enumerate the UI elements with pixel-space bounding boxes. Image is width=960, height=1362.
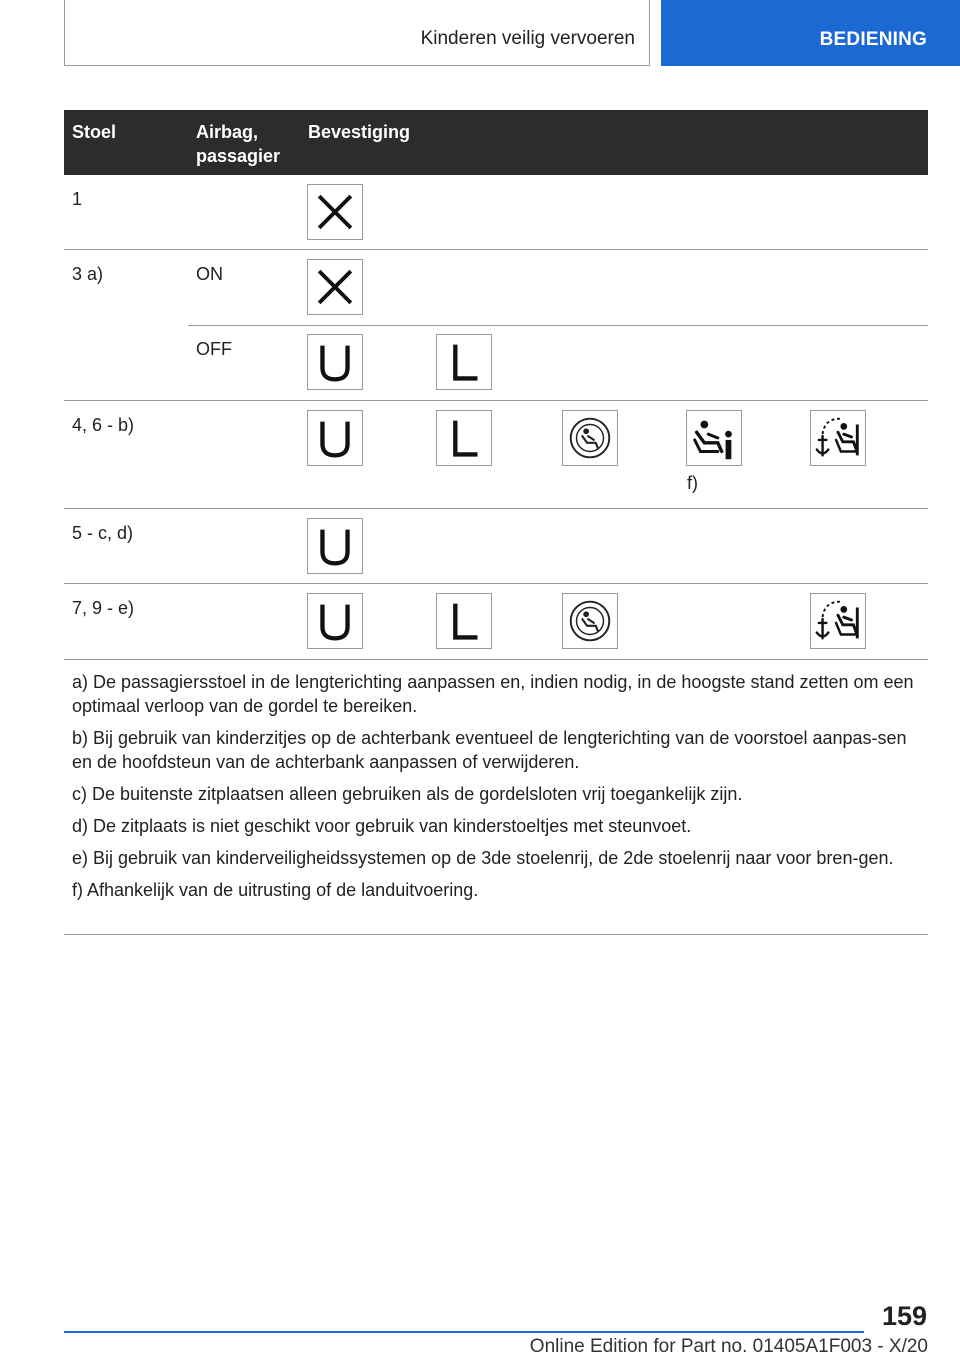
i-size-seat-icon — [562, 593, 618, 649]
column-header-seat: Stoel — [72, 122, 117, 142]
airbag-cell: OFF — [196, 339, 232, 359]
table-row — [64, 250, 928, 401]
footnote-c: c) De buitenste zitplaatsen alleen gebruiken als de gordelsloten vrij toegankelijk zijn. — [72, 784, 743, 804]
i-size-seat-icon — [562, 410, 618, 466]
universal-u-icon — [307, 593, 363, 649]
footer-divider — [64, 1331, 864, 1333]
column-header-airbag-line1: Airbag, — [196, 122, 259, 142]
seat-cell: 3 a) — [72, 264, 104, 284]
semi-universal-l-icon — [436, 334, 492, 390]
child-seat-table — [64, 110, 928, 660]
table-row — [64, 175, 928, 250]
universal-u-icon — [307, 334, 363, 390]
top-tether-seat-icon — [810, 593, 866, 649]
seat-cell: 4, 6 - b) — [72, 415, 135, 435]
isofix-child-seat-icon — [686, 410, 742, 466]
column-header-airbag — [196, 120, 280, 168]
footnote-e: e) Bij gebruik van kinderveiligheidssystemen op de 3de stoelenrij, de 2de stoelenrij naar voor bren-gen. — [72, 848, 894, 868]
airbag-cell: ON — [196, 264, 223, 284]
table-row — [64, 509, 928, 584]
top-tether-seat-icon — [810, 410, 866, 466]
page-number: 159 — [881, 1301, 927, 1331]
universal-u-icon — [307, 518, 363, 574]
table-header — [64, 110, 928, 175]
forbidden-x-icon — [307, 259, 363, 315]
universal-u-icon — [307, 410, 363, 466]
semi-universal-l-icon — [436, 410, 492, 466]
footnote-f: f) Afhankelijk van de uitrusting of de landuitvoering. — [72, 880, 479, 900]
table-row — [64, 401, 928, 509]
footnote-d: d) De zitplaats is niet geschikt voor gebruik van kinderstoeltjes met steunvoet. — [72, 816, 692, 836]
footnote-b: b) Bij gebruik van kinderzitjes op de achterbank eventueel de lengterichting van de voorstoel aanpas-sen en de hoofdsteun van de achterbank aanpassen of verwijderen. — [72, 728, 907, 772]
footnotes — [72, 670, 924, 910]
header-section-box — [64, 0, 650, 66]
column-header-mounting: Bevestiging — [308, 122, 411, 142]
icon-footnote-marker: f) — [687, 473, 698, 493]
chapter-tab[interactable] — [661, 0, 960, 66]
table-row — [64, 584, 928, 660]
edition-text: Online Edition for Part no. 01405A1F003 - X/20 — [529, 1336, 928, 1357]
seat-cell: 7, 9 - e) — [72, 598, 135, 618]
section-title: Kinderen veilig vervoeren — [420, 28, 635, 49]
forbidden-x-icon — [307, 184, 363, 240]
chapter-tab-label: BEDIENING — [819, 29, 927, 50]
row-divider — [188, 325, 928, 326]
footnote-a: a) De passagiersstoel in de lengterichting aanpassen en, indien nodig, in de hoogste stand zetten om een optimaal verloop van de gordel te bereiken. — [72, 672, 914, 716]
semi-universal-l-icon — [436, 593, 492, 649]
column-header-airbag-line2: passagier — [196, 146, 281, 166]
seat-cell: 1 — [72, 189, 83, 209]
seat-cell: 5 - c, d) — [72, 523, 134, 543]
footnotes-divider — [64, 934, 928, 935]
